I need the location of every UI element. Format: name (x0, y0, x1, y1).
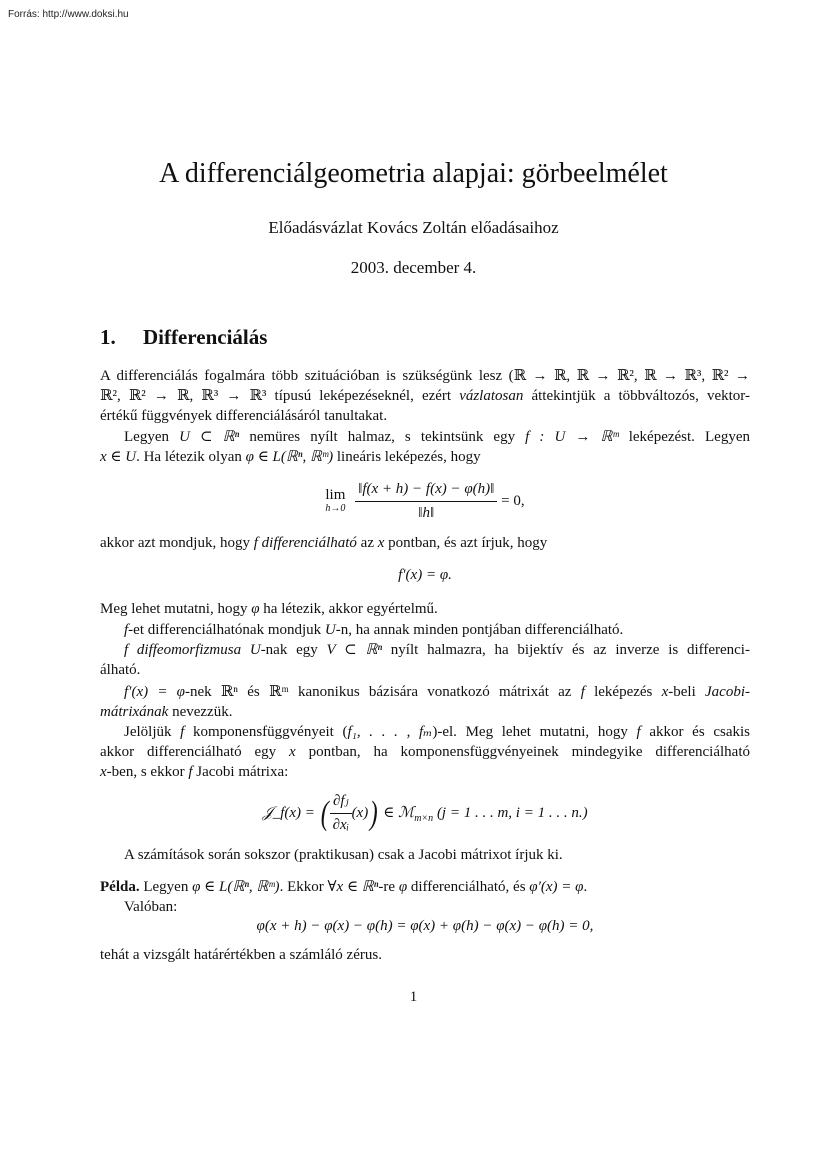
paragraph-2-line-2 (100, 448, 750, 467)
equation-rhs: = 0, (501, 492, 525, 509)
paragraph-6-line-1 (124, 641, 750, 660)
math: f (124, 622, 129, 638)
example-label: Példa. (100, 879, 140, 895)
left-paren: ( (320, 794, 329, 832)
date-line: 2003. december 4. (350, 258, 477, 277)
math: ∀x ∈ ℝⁿ (327, 879, 379, 895)
math: φ (251, 601, 260, 617)
text: -n, ha annak minden pontjában differenciálható. (335, 622, 624, 638)
matrix-space-subscript: m×n (414, 812, 434, 824)
limit-fraction (355, 480, 497, 523)
math: f (124, 642, 129, 658)
page-number: 1 (409, 989, 418, 1005)
math: x ∈ U (100, 449, 137, 465)
source-note: Forrás: http://www.doksi.hu (8, 9, 129, 20)
text: . Ha létezik olyan (136, 449, 246, 465)
denominator: ‖h‖ (418, 505, 435, 521)
text: Meg lehet mutatni, hogy (100, 601, 252, 617)
text: -beli (668, 684, 705, 700)
paragraph-5 (124, 621, 774, 640)
paragraph-4 (100, 600, 750, 619)
paragraph-1-line-1: A differenciálás fogalmára több szituációban is szükségünk lesz (ℝ → ℝ, ℝ → ℝ², ℝ → ℝ³, ℝ² → (100, 368, 750, 384)
emphasis: mátrixának (100, 704, 169, 720)
math: f′(x) = φ (124, 684, 185, 700)
example-line-1 (100, 878, 750, 897)
text: Jelöljük (124, 724, 181, 740)
paragraph-8-line-2 (100, 743, 750, 762)
section-heading (100, 324, 267, 350)
text: . (583, 879, 588, 895)
math: f (180, 724, 185, 740)
math: f (253, 535, 258, 551)
math: U (249, 642, 261, 658)
text: Legyen (124, 429, 180, 445)
math: U (324, 622, 336, 638)
text: nyílt halmazra, ha bijektív és az inverze is differenci- (382, 642, 750, 658)
emphasis: Jacobi- (705, 684, 750, 700)
lim-subscript: h→0 (325, 502, 346, 514)
example-equation: φ(x + h) − φ(x) − φ(h) = φ(x) + φ(h) − φ(x) − φ(h) = 0, (256, 918, 594, 934)
paragraph-8-line-1 (124, 723, 750, 742)
math: φ ∈ L(ℝⁿ, ℝᵐ) (192, 879, 280, 895)
emphasis: diffeomorfizmusa (128, 642, 250, 658)
math: x (377, 535, 385, 551)
paragraph-1-line-2 (100, 387, 750, 406)
author-line: Előadásvázlat Kovács Zoltán előadásaihoz (268, 218, 559, 237)
matrix-space: ∈ ℳ (383, 804, 415, 821)
equation-derivative: f′(x) = φ. (398, 567, 452, 583)
math: φ′(x) = φ (529, 879, 584, 895)
text: )-el. Meg lehet mutatni, hogy (432, 724, 637, 740)
math: x (289, 744, 296, 760)
math: φ ∈ L(ℝⁿ, ℝᵐ) (245, 449, 334, 465)
text: akkor azt mondjuk, hogy (100, 535, 254, 551)
limit-operator (325, 488, 345, 516)
paragraph-9: A számítások során sokszor (praktikusan) csak a Jacobi mátrixot írjuk ki. (124, 847, 563, 863)
example-indeed: Valóban: (124, 899, 178, 915)
paragraph-8-line-3 (100, 763, 750, 782)
math: f (636, 724, 641, 740)
text: -nak egy (260, 642, 327, 658)
index-range: (j = 1 . . . m, i = 1 . . . n.) (433, 804, 588, 821)
section-title: Differenciálás (143, 325, 268, 349)
emphasis: differenciálható (261, 535, 357, 551)
numerator: ‖f(x + h) − f(x) − φ(h)‖ (355, 480, 497, 502)
emphasis: vázlatosan (459, 388, 524, 404)
text: leképezés (584, 684, 662, 700)
denominator: ∂xᵢ (332, 817, 350, 833)
text: leképezést. Legyen (618, 429, 750, 445)
text: nemüres nyílt halmaz, s tekintsünk egy (239, 429, 526, 445)
text: komponensfüggvényeit ( (184, 724, 348, 740)
example-conclusion: tehát a vizsgált határértékben a számláló zérus. (100, 947, 382, 963)
math: f (580, 684, 585, 700)
paragraph-7-line-1 (124, 683, 750, 702)
text: pontban, ha komponensfüggvényeinek mindegyike differenciálható (295, 744, 750, 760)
math: φ (398, 879, 408, 895)
numerator: ∂fⱼ (330, 792, 352, 814)
math: f : U → ℝᵐ (525, 429, 619, 445)
paragraph-2-line-1 (124, 428, 750, 447)
text: Legyen (139, 879, 193, 895)
text: nevezzük. (168, 704, 233, 720)
math: x (100, 764, 107, 780)
text: akkor és csakis (640, 724, 751, 740)
partial-fraction (330, 792, 352, 835)
text: differenciálható, és (407, 879, 530, 895)
text: akkor differenciálható egy (100, 744, 290, 760)
text: áttekintjük a többváltozós, vektor- (523, 388, 751, 404)
math: x (661, 684, 669, 700)
math: V ⊂ ℝⁿ (326, 642, 383, 658)
equation-limit (100, 480, 750, 523)
math: f₁, . . . , fₘ (347, 724, 433, 740)
text: -nek ℝⁿ és ℝᵐ kanonikus bázisára vonatkozó mátrixát az (184, 684, 581, 700)
math: U ⊂ ℝⁿ (179, 429, 240, 445)
argument: (x) (351, 804, 369, 821)
text: lineáris leképezés, hogy (333, 449, 481, 465)
math: f (188, 764, 193, 780)
jacobi-lhs: 𝒥_f(x) = (262, 804, 315, 821)
document-title: A differenciálgeometria alapjai: görbeelmélet (159, 158, 668, 189)
text: ha létezik, akkor egyértelmű. (259, 601, 438, 617)
paragraph-3 (100, 534, 750, 553)
paragraph-7-line-2 (100, 703, 750, 722)
text: az (356, 535, 378, 551)
equation-jacobi (100, 792, 750, 835)
section-number: 1. (100, 325, 116, 349)
text: ℝ², ℝ² → ℝ, ℝ³ → ℝ³ típusú leképezéseknél, ezért (100, 388, 460, 404)
text: -re (378, 879, 399, 895)
paragraph-6-line-2: álható. (100, 662, 141, 678)
text: -ben, s ekkor (106, 764, 189, 780)
text: Jacobi mátrixa: (192, 764, 289, 780)
text: -et differenciálhatónak mondjuk (128, 622, 325, 638)
lim-text: lim (325, 486, 346, 503)
right-paren: ) (369, 794, 378, 832)
text: . Ekkor (279, 879, 328, 895)
paragraph-1-line-3: értékű függvények differenciálásáról tanultakat. (100, 408, 388, 424)
text: pontban, és azt írjuk, hogy (384, 535, 548, 551)
